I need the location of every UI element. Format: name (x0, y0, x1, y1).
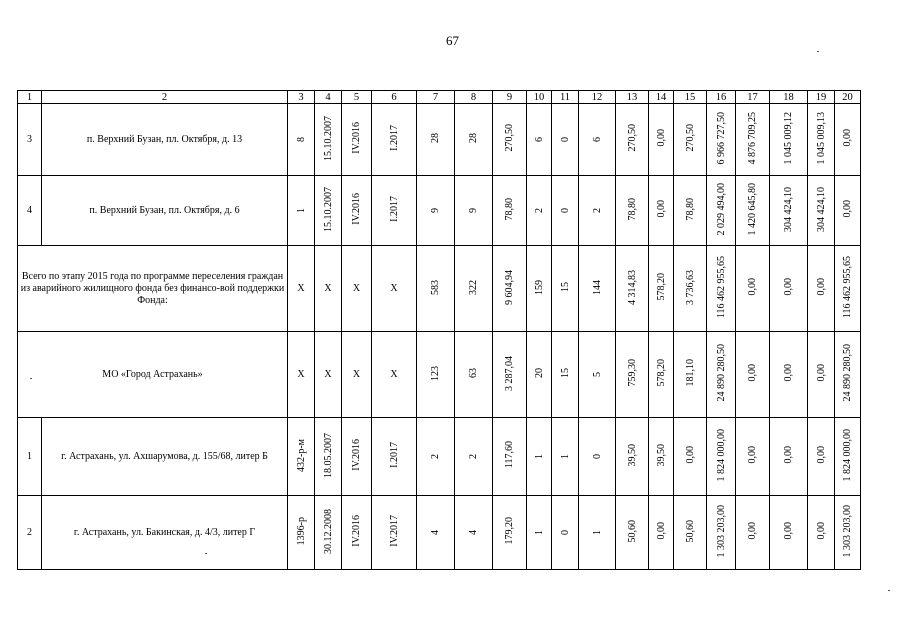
value-text: 1396-р (295, 516, 307, 546)
value-text: 0,00 (655, 129, 667, 147)
value-cell (527, 246, 552, 332)
value-cell (674, 418, 707, 496)
value-text: 0,00 (783, 278, 794, 296)
value-text: 24 890 280,50 (715, 344, 727, 402)
value-text: 116 462 955,65 (715, 255, 727, 319)
value-text: 0,00 (815, 364, 827, 382)
value-text: 15 (559, 368, 571, 378)
value-text: 1 420 645,80 (747, 182, 758, 236)
value-text: 270,50 (684, 124, 696, 152)
value-cell (455, 104, 493, 176)
value-cell: X (288, 332, 315, 418)
value-text: 117,60 (504, 441, 515, 469)
value-text: 0,00 (783, 364, 794, 382)
value-text: 0 (559, 530, 571, 535)
value-cell (342, 418, 372, 496)
value-text: 18.05.2007 (322, 432, 334, 478)
value-cell (674, 246, 707, 332)
value-text: 9 604,94 (504, 269, 515, 305)
value-text: IV.2016 (351, 193, 362, 225)
value-cell (552, 176, 579, 246)
value-text: 0,00 (747, 278, 758, 296)
value-text: 1 (295, 208, 307, 213)
value-cell (835, 246, 861, 332)
value-text: 4 314,83 (626, 269, 638, 305)
table-row (18, 104, 861, 176)
value-cell (417, 332, 455, 418)
value-cell (770, 246, 808, 332)
value-text: 1 824 000,00 (715, 428, 727, 482)
section-label: Всего по этапу 2015 года по программе переселения граждан из аварийного жилищного фонда без финансо-вой поддержки Фонда: (18, 246, 288, 332)
row-number: 1 (18, 418, 42, 496)
value-cell: X (315, 246, 342, 332)
value-cell (372, 496, 417, 570)
value-text: 159 (533, 279, 545, 295)
value-cell (372, 418, 417, 496)
value-cell (288, 418, 315, 496)
value-cell (835, 418, 861, 496)
value-text: IV.2016 (351, 515, 362, 547)
value-cell (707, 246, 736, 332)
value-cell (417, 104, 455, 176)
value-text: 1 (533, 530, 545, 535)
header-cell: 2 (42, 91, 288, 104)
value-cell (579, 496, 616, 570)
value-text: 1 (559, 454, 571, 459)
value-cell (707, 418, 736, 496)
value-cell (707, 332, 736, 418)
value-text: 270,50 (626, 124, 638, 152)
row-number: 3 (18, 104, 42, 176)
value-text: 63 (468, 368, 479, 378)
value-cell (674, 176, 707, 246)
header-cell: 18 (770, 91, 808, 104)
value-text: 1 045 009,13 (815, 111, 827, 165)
value-cell (342, 104, 372, 176)
value-cell (527, 418, 552, 496)
value-text: IV.2016 (351, 122, 362, 154)
value-text: 0,00 (684, 446, 696, 464)
value-cell (342, 496, 372, 570)
value-cell (579, 418, 616, 496)
value-cell (649, 104, 674, 176)
value-cell (579, 104, 616, 176)
value-cell (315, 496, 342, 570)
value-cell (552, 332, 579, 418)
value-cell (315, 418, 342, 496)
value-text: 50,60 (626, 519, 638, 543)
value-text: I.2017 (388, 442, 400, 468)
value-cell (372, 104, 417, 176)
value-cell (736, 418, 770, 496)
value-text: I.2017 (388, 125, 400, 151)
value-text: IV.2016 (351, 439, 362, 471)
value-cell (579, 332, 616, 418)
value-cell (835, 104, 861, 176)
value-cell (315, 104, 342, 176)
value-text: 583 (430, 279, 441, 295)
value-text: 1 824 000,00 (842, 428, 853, 482)
header-cell: 16 (707, 91, 736, 104)
value-cell (808, 246, 835, 332)
value-text: 2 (430, 454, 441, 459)
header-cell: 1 (18, 91, 42, 104)
value-text: 2 029 494,00 (715, 182, 727, 236)
value-text: 4 (468, 530, 479, 535)
value-cell (674, 332, 707, 418)
value-text: 6 (533, 137, 545, 142)
value-cell (808, 104, 835, 176)
value-cell (616, 246, 649, 332)
value-cell (616, 176, 649, 246)
value-cell (649, 418, 674, 496)
value-cell (808, 496, 835, 570)
header-cell: 8 (455, 91, 493, 104)
value-cell (707, 496, 736, 570)
value-text: 179,20 (504, 517, 515, 545)
value-text: IV.2017 (388, 515, 400, 547)
value-cell (552, 496, 579, 570)
header-cell: 9 (493, 91, 527, 104)
value-cell (493, 104, 527, 176)
header-row (18, 91, 861, 104)
value-cell (493, 332, 527, 418)
value-text: 15 (559, 282, 571, 292)
value-text: 0,00 (655, 522, 667, 540)
value-text: 1 303 203,00 (842, 504, 853, 558)
value-cell (455, 418, 493, 496)
value-cell (808, 418, 835, 496)
value-text: 2 (533, 208, 545, 213)
address-cell: п. Верхний Бузан, пл. Октября, д. 13 (42, 104, 288, 176)
header-cell: 7 (417, 91, 455, 104)
value-text: 9 (468, 208, 479, 213)
value-text: 0,00 (747, 364, 758, 382)
value-cell (835, 332, 861, 418)
value-text: 304 424,10 (783, 186, 794, 232)
table-row (18, 176, 861, 246)
value-cell (417, 176, 455, 246)
value-text: 0,00 (842, 129, 853, 147)
value-cell (372, 176, 417, 246)
value-text: 15.10.2007 (322, 115, 334, 161)
value-text: 322 (468, 279, 479, 295)
header-cell: 20 (835, 91, 861, 104)
value-cell (579, 176, 616, 246)
value-cell (552, 246, 579, 332)
value-text: 0,00 (783, 522, 794, 540)
header-cell: 4 (315, 91, 342, 104)
value-cell (455, 496, 493, 570)
value-text: 0,00 (783, 446, 794, 464)
value-text: 50,60 (684, 519, 696, 543)
value-cell (736, 332, 770, 418)
header-cell: 15 (674, 91, 707, 104)
value-text: 28 (430, 133, 441, 143)
value-cell (616, 496, 649, 570)
value-text: 8 (295, 137, 307, 142)
value-text: 1 (533, 454, 545, 459)
value-text: 0,00 (842, 200, 853, 218)
value-cell (835, 176, 861, 246)
value-cell (649, 176, 674, 246)
value-text: 2 (468, 454, 479, 459)
value-cell: X (315, 332, 342, 418)
value-text: 1 (591, 530, 603, 535)
value-cell (736, 496, 770, 570)
value-cell (736, 176, 770, 246)
value-text: I.2017 (388, 196, 400, 222)
table-row (18, 496, 861, 570)
header-cell: 10 (527, 91, 552, 104)
value-cell (417, 418, 455, 496)
value-text: 3 287,04 (504, 355, 515, 391)
scan-speck (205, 553, 207, 554)
value-cell (649, 496, 674, 570)
header-cell: 13 (616, 91, 649, 104)
header-cell: 5 (342, 91, 372, 104)
section-label: МО «Город Астрахань» (18, 332, 288, 418)
header-cell: 17 (736, 91, 770, 104)
value-text: 0,00 (815, 446, 827, 464)
value-cell (835, 496, 861, 570)
value-cell (527, 104, 552, 176)
value-cell (808, 332, 835, 418)
value-cell (493, 176, 527, 246)
value-text: 78,80 (684, 197, 696, 221)
value-text: 1 045 009,12 (783, 111, 794, 165)
value-text: 578,20 (655, 273, 667, 301)
header-cell: 12 (579, 91, 616, 104)
address-cell: п. Верхний Бузан, пл. Октября, д. 6 (42, 176, 288, 246)
value-cell: X (342, 332, 372, 418)
value-text: 0,00 (815, 522, 827, 540)
value-cell (417, 496, 455, 570)
value-text: 30.12.2008 (322, 508, 334, 554)
value-text: 4 (430, 530, 441, 535)
value-cell (707, 104, 736, 176)
value-text: 270,50 (504, 124, 515, 152)
value-text: 20 (533, 368, 545, 378)
value-cell (455, 332, 493, 418)
value-cell: X (372, 246, 417, 332)
value-cell (770, 496, 808, 570)
value-text: 39,50 (655, 443, 667, 467)
value-text: 144 (591, 279, 603, 295)
value-text: 3 736,63 (684, 269, 696, 305)
value-cell (493, 246, 527, 332)
value-cell (736, 246, 770, 332)
value-cell (649, 332, 674, 418)
address-cell: г. Астрахань, ул. Бакинская, д. 4/3, литер Г (42, 496, 288, 570)
value-text: 6 966 727,50 (715, 111, 727, 165)
scan-speck (888, 590, 890, 591)
value-cell: X (288, 246, 315, 332)
value-text: 0,00 (747, 446, 758, 464)
table-row (18, 418, 861, 496)
value-cell (808, 176, 835, 246)
value-text: 759,30 (626, 359, 638, 387)
value-text: 5 (591, 372, 603, 377)
value-text: 78,80 (504, 197, 515, 221)
value-text: 4 876 709,25 (747, 111, 758, 165)
value-text: 578,20 (655, 359, 667, 387)
header-cell: 3 (288, 91, 315, 104)
value-text: 432-р-м (295, 438, 307, 472)
value-cell (552, 104, 579, 176)
header-cell: 11 (552, 91, 579, 104)
value-cell (288, 176, 315, 246)
value-cell (616, 332, 649, 418)
header-cell: 19 (808, 91, 835, 104)
value-cell (342, 176, 372, 246)
header-cell: 14 (649, 91, 674, 104)
value-cell (493, 496, 527, 570)
value-cell (770, 418, 808, 496)
value-cell (527, 176, 552, 246)
table-row (18, 246, 861, 332)
value-text: 0 (559, 208, 571, 213)
value-cell (770, 104, 808, 176)
value-cell (616, 104, 649, 176)
value-cell (288, 496, 315, 570)
value-cell: X (342, 246, 372, 332)
resettlement-table (17, 90, 861, 570)
value-text: 78,80 (626, 197, 638, 221)
page-number: 67 (446, 33, 459, 48)
value-cell (315, 176, 342, 246)
row-number: 4 (18, 176, 42, 246)
value-cell (770, 332, 808, 418)
value-text: 181,10 (684, 359, 696, 387)
value-cell (770, 176, 808, 246)
value-cell (674, 496, 707, 570)
value-cell (616, 418, 649, 496)
address-cell: г. Астрахань, ул. Ахшарумова, д. 155/68, литер Б (42, 418, 288, 496)
value-cell (493, 418, 527, 496)
value-cell (707, 176, 736, 246)
value-text: 15.10.2007 (322, 186, 334, 232)
value-cell (579, 246, 616, 332)
value-text: 6 (591, 137, 603, 142)
value-text: 123 (430, 365, 441, 381)
value-text: 24 890 280,50 (842, 344, 853, 402)
value-text: 0,00 (747, 522, 758, 540)
scan-speck (817, 51, 819, 52)
value-text: 0,00 (655, 200, 667, 218)
value-text: 0 (591, 454, 603, 459)
value-cell (527, 496, 552, 570)
value-text: 28 (468, 133, 479, 143)
value-cell (552, 418, 579, 496)
value-text: 304 424,10 (815, 186, 827, 232)
value-cell (674, 104, 707, 176)
value-text: 0 (559, 137, 571, 142)
row-number: 2 (18, 496, 42, 570)
value-text: 39,50 (626, 443, 638, 467)
value-cell (417, 246, 455, 332)
value-cell (736, 104, 770, 176)
header-cell: 6 (372, 91, 417, 104)
value-cell: X (372, 332, 417, 418)
value-text: 0,00 (815, 278, 827, 296)
value-cell (288, 104, 315, 176)
table-row (18, 332, 861, 418)
value-cell (455, 246, 493, 332)
value-text: 1 303 203,00 (715, 504, 727, 558)
value-text: 2 (591, 208, 603, 213)
value-cell (455, 176, 493, 246)
value-cell (649, 246, 674, 332)
scan-speck (30, 378, 32, 379)
value-text: 116 462 955,65 (842, 255, 853, 319)
value-text: 9 (430, 208, 441, 213)
value-cell (527, 332, 552, 418)
